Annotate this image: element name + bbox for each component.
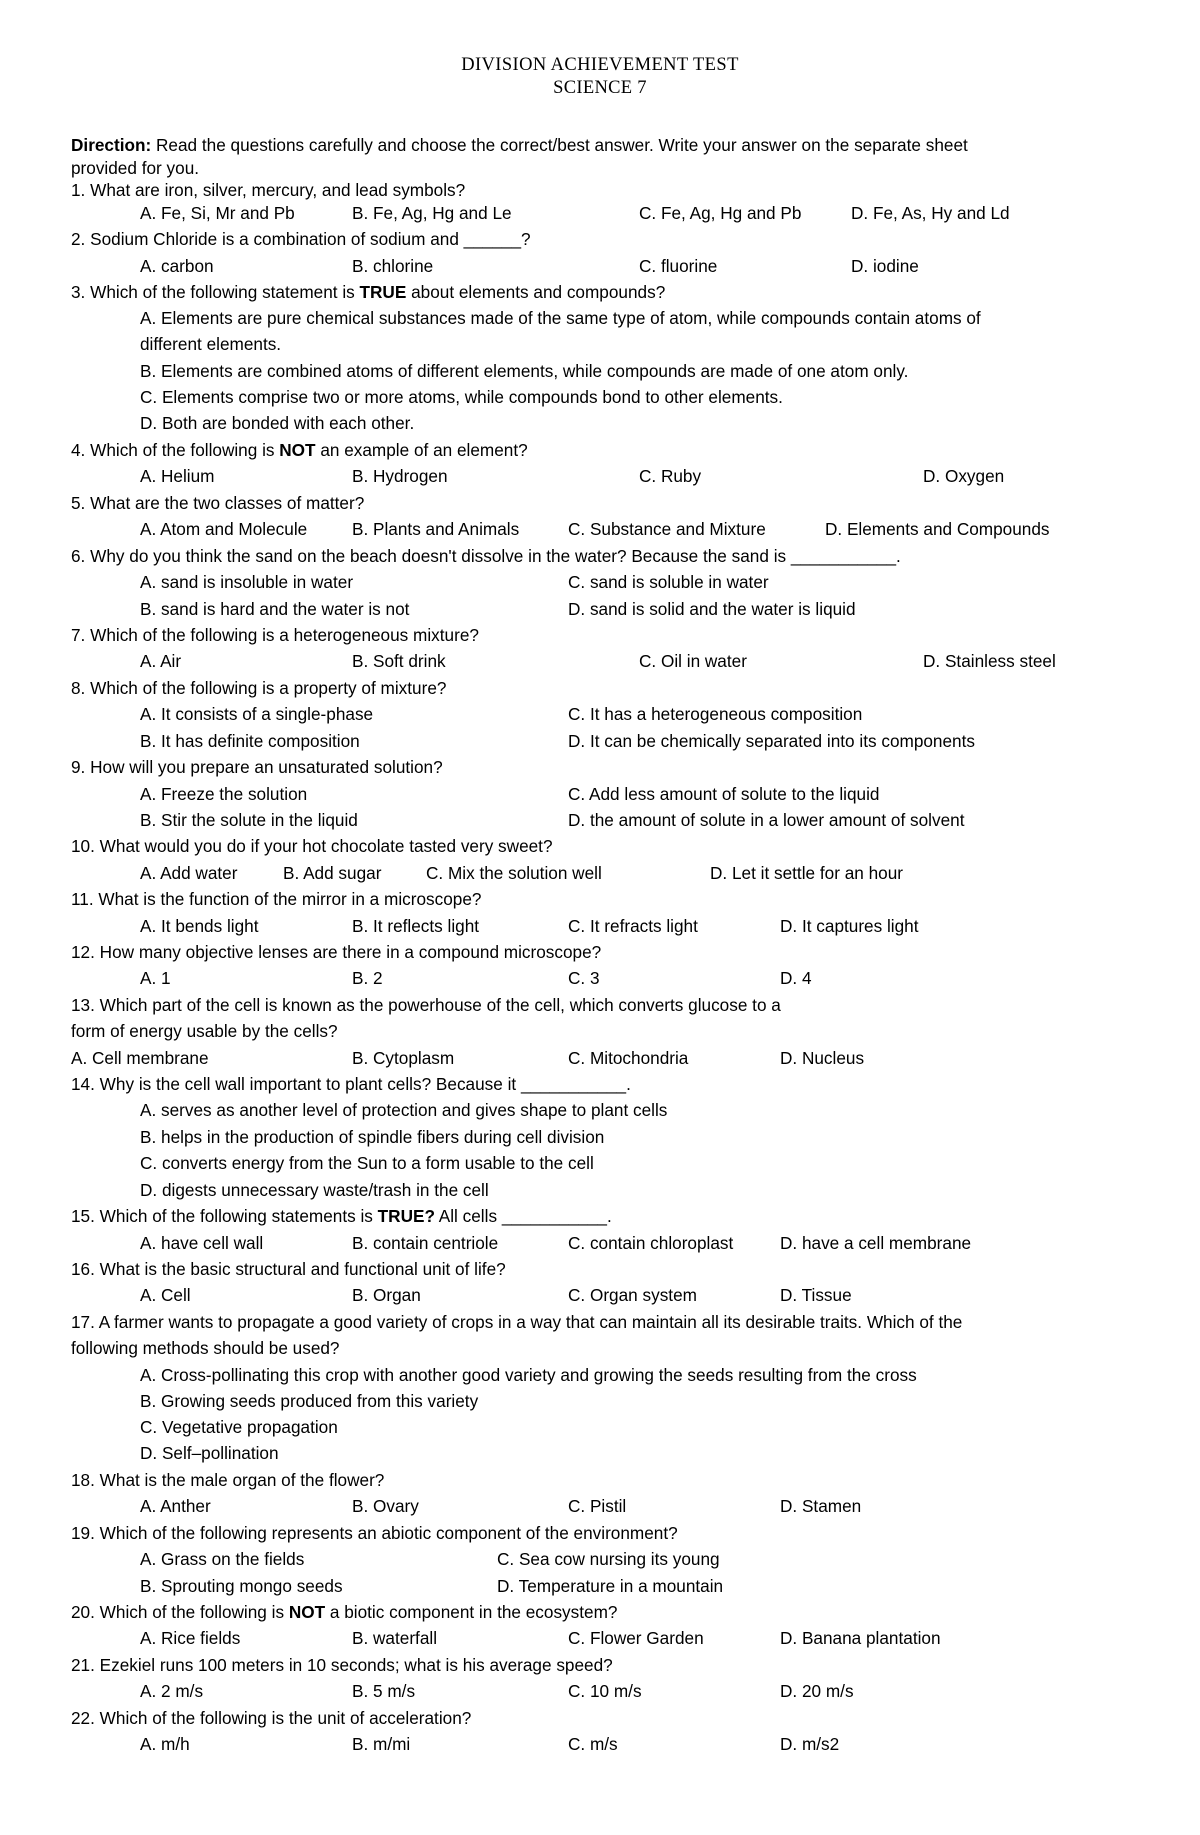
q6-option-a: A. sand is insoluble in water: [140, 572, 354, 592]
q6-option-c: C. sand is soluble in water: [568, 572, 769, 592]
question-18: 18. What is the male organ of the flower?: [71, 1470, 385, 1490]
q11-option-d: D. It captures light: [780, 916, 919, 936]
q22-option-c: C. m/s: [568, 1734, 618, 1754]
q11-option-a: A. It bends light: [140, 916, 259, 936]
q13-option-d: D. Nucleus: [780, 1048, 865, 1068]
question-22: 22. Which of the following is the unit of acceleration?: [71, 1708, 472, 1728]
q1-option-b: B. Fe, Ag, Hg and Le: [352, 203, 512, 223]
q4-option-a: A. Helium: [140, 466, 215, 486]
q18-option-b: B. Ovary: [352, 1496, 419, 1516]
direction-line-1: [71, 135, 968, 155]
q20-option-a: A. Rice fields: [140, 1628, 241, 1648]
q18-option-c: C. Pistil: [568, 1496, 627, 1516]
q15-option-c: C. contain chloroplast: [568, 1233, 734, 1253]
question-17-line-1: 17. A farmer wants to propagate a good variety of crops in a way that can maintain all its desirable traits. Which of the: [71, 1312, 963, 1332]
q18-option-a: A. Anther: [140, 1496, 211, 1516]
q15-option-d: D. have a cell membrane: [780, 1233, 972, 1253]
question-15: 15. Which of the following statements is TRUE? All cells ___________.: [71, 1206, 612, 1226]
q15-emphasis: TRUE?: [377, 1206, 435, 1226]
question-4: 4. Which of the following is NOT an example of an element?: [71, 440, 528, 460]
q11-option-c: C. It refracts light: [568, 916, 698, 936]
q9-option-c: C. Add less amount of solute to the liquid: [568, 784, 880, 804]
q9-option-b: B. Stir the solute in the liquid: [140, 810, 358, 830]
q16-option-c: C. Organ system: [568, 1285, 697, 1305]
q20-option-b: B. waterfall: [352, 1628, 438, 1648]
q7-option-d: D. Stainless steel: [923, 651, 1056, 671]
q5-option-d: D. Elements and Compounds: [825, 519, 1050, 539]
q20-option-c: C. Flower Garden: [568, 1628, 704, 1648]
q10-option-c: C. Mix the solution well: [426, 863, 602, 883]
q21-option-a: A. 2 m/s: [140, 1681, 204, 1701]
q3-option-a-line-1: A. Elements are pure chemical substances made of the same type of atom, while compounds contain atoms of: [140, 308, 981, 328]
q4-option-c: C. Ruby: [639, 466, 702, 486]
q3-option-b: B. Elements are combined atoms of different elements, while compounds are made of one atom only.: [140, 361, 909, 381]
q14-option-d: D. digests unnecessary waste/trash in the cell: [140, 1180, 489, 1200]
q18-option-d: D. Stamen: [780, 1496, 862, 1516]
q1-option-a: A. Fe, Si, Mr and Pb: [140, 203, 295, 223]
q19-option-d: D. Temperature in a mountain: [497, 1576, 724, 1596]
question-14: 14. Why is the cell wall important to plant cells? Because it ___________.: [71, 1074, 631, 1094]
q14-option-a: A. serves as another level of protection and gives shape to plant cells: [140, 1100, 668, 1120]
q21-option-b: B. 5 m/s: [352, 1681, 416, 1701]
test-subtitle: SCIENCE 7: [553, 78, 647, 98]
q2-option-d: D. iodine: [851, 256, 919, 276]
q16-option-b: B. Organ: [352, 1285, 421, 1305]
q3-option-c: C. Elements comprise two or more atoms, while compounds bond to other elements.: [140, 387, 783, 407]
q3-emphasis: TRUE: [359, 282, 407, 302]
q17-option-d: D. Self–pollination: [140, 1443, 279, 1463]
q8-option-d: D. It can be chemically separated into its components: [568, 731, 975, 751]
q12-option-a: A. 1: [140, 968, 171, 988]
question-13-line-1: 13. Which part of the cell is known as the powerhouse of the cell, which converts glucose to a: [71, 995, 781, 1015]
q3-option-a-line-2: different elements.: [140, 334, 282, 354]
q14-option-b: B. helps in the production of spindle fibers during cell division: [140, 1127, 605, 1147]
q5-option-a: A. Atom and Molecule: [140, 519, 308, 539]
question-9: 9. How will you prepare an unsaturated solution?: [71, 757, 443, 777]
question-21: 21. Ezekiel runs 100 meters in 10 seconds; what is his average speed?: [71, 1655, 613, 1675]
q12-option-b: B. 2: [352, 968, 383, 988]
question-13-line-2: form of energy usable by the cells?: [71, 1021, 338, 1041]
q19-option-a: A. Grass on the fields: [140, 1549, 305, 1569]
direction-label: Direction:: [71, 135, 152, 155]
q22-option-b: B. m/mi: [352, 1734, 411, 1754]
question-2: 2. Sodium Chloride is a combination of sodium and ______?: [71, 229, 531, 249]
q7-option-b: B. Soft drink: [352, 651, 446, 671]
question-19: 19. Which of the following represents an abiotic component of the environment?: [71, 1523, 678, 1543]
q22-option-d: D. m/s2: [780, 1734, 840, 1754]
q1-option-c: C. Fe, Ag, Hg and Pb: [639, 203, 802, 223]
q11-option-b: B. It reflects light: [352, 916, 480, 936]
direction-line-2: provided for you.: [71, 158, 200, 178]
q10-option-a: A. Add water: [140, 863, 238, 883]
q19-option-b: B. Sprouting mongo seeds: [140, 1576, 343, 1596]
q17-option-a: A. Cross-pollinating this crop with another good variety and growing the seeds resulting from the cross: [140, 1365, 917, 1385]
question-17-line-2: following methods should be used?: [71, 1338, 340, 1358]
q4-option-d: D. Oxygen: [923, 466, 1005, 486]
question-10: 10. What would you do if your hot chocolate tasted very sweet?: [71, 836, 553, 856]
q7-option-c: C. Oil in water: [639, 651, 747, 671]
q9-option-d: D. the amount of solute in a lower amount of solvent: [568, 810, 965, 830]
question-11: 11. What is the function of the mirror in a microscope?: [71, 889, 482, 909]
question-1: 1. What are iron, silver, mercury, and lead symbols?: [71, 180, 466, 200]
q2-option-a: A. carbon: [140, 256, 214, 276]
q1-option-d: D. Fe, As, Hy and Ld: [851, 203, 1010, 223]
q5-option-c: C. Substance and Mixture: [568, 519, 766, 539]
q5-option-b: B. Plants and Animals: [352, 519, 520, 539]
q16-option-d: D. Tissue: [780, 1285, 852, 1305]
question-8: 8. Which of the following is a property of mixture?: [71, 678, 447, 698]
q12-option-d: D. 4: [780, 968, 812, 988]
q17-option-c: C. Vegetative propagation: [140, 1417, 338, 1437]
q20-option-d: D. Banana plantation: [780, 1628, 941, 1648]
q12-option-c: C. 3: [568, 968, 600, 988]
q19-option-c: C. Sea cow nursing its young: [497, 1549, 720, 1569]
q8-option-a: A. It consists of a single-phase: [140, 704, 374, 724]
q8-option-c: C. It has a heterogeneous composition: [568, 704, 863, 724]
q21-option-d: D. 20 m/s: [780, 1681, 854, 1701]
question-7: 7. Which of the following is a heterogeneous mixture?: [71, 625, 479, 645]
question-6: 6. Why do you think the sand on the beach doesn't dissolve in the water? Because the sand is ___________.: [71, 546, 901, 566]
question-16: 16. What is the basic structural and functional unit of life?: [71, 1259, 506, 1279]
q13-option-c: C. Mitochondria: [568, 1048, 689, 1068]
q10-option-d: D. Let it settle for an hour: [710, 863, 903, 883]
q16-option-a: A. Cell: [140, 1285, 191, 1305]
q10-option-b: B. Add sugar: [283, 863, 382, 883]
question-5: 5. What are the two classes of matter?: [71, 493, 365, 513]
q2-option-c: C. fluorine: [639, 256, 718, 276]
question-3: 3. Which of the following statement is TRUE about elements and compounds?: [71, 282, 666, 302]
q2-option-b: B. chlorine: [352, 256, 434, 276]
q7-option-a: A. Air: [140, 651, 182, 671]
q20-emphasis: NOT: [288, 1602, 326, 1622]
q14-option-c: C. converts energy from the Sun to a form usable to the cell: [140, 1153, 594, 1173]
question-12: 12. How many objective lenses are there in a compound microscope?: [71, 942, 602, 962]
q13-option-b: B. Cytoplasm: [352, 1048, 455, 1068]
q6-option-b: B. sand is hard and the water is not: [140, 599, 410, 619]
q6-option-d: D. sand is solid and the water is liquid: [568, 599, 856, 619]
direction-text: Read the questions carefully and choose the correct/best answer. Write your answer on the separate sheet: [156, 135, 968, 155]
q9-option-a: A. Freeze the solution: [140, 784, 308, 804]
q15-option-a: A. have cell wall: [140, 1233, 264, 1253]
q15-option-b: B. contain centriole: [352, 1233, 499, 1253]
q8-option-b: B. It has definite composition: [140, 731, 360, 751]
q22-option-a: A. m/h: [140, 1734, 190, 1754]
q3-option-d: D. Both are bonded with each other.: [140, 413, 415, 433]
q13-option-a: A. Cell membrane: [71, 1048, 209, 1068]
test-title: DIVISION ACHIEVEMENT TEST: [461, 55, 739, 75]
q4-emphasis: NOT: [279, 440, 316, 460]
q21-option-c: C. 10 m/s: [568, 1681, 642, 1701]
q4-option-b: B. Hydrogen: [352, 466, 448, 486]
q17-option-b: B. Growing seeds produced from this variety: [140, 1391, 479, 1411]
question-20: 20. Which of the following is NOT a biotic component in the ecosystem?: [71, 1602, 618, 1622]
